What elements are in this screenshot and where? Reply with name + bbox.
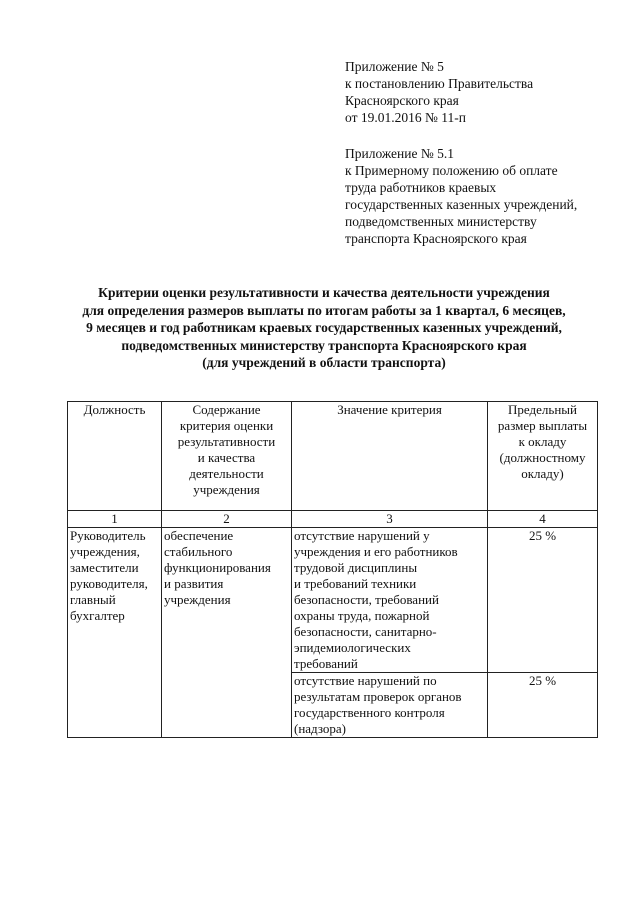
- cell-line: отсутствие нарушений по: [294, 673, 437, 688]
- cell-line: заместители: [70, 560, 139, 575]
- appendix-main-line: от 19.01.2016 № 11-п: [345, 110, 466, 125]
- cell-line: стабильного: [164, 544, 233, 559]
- cell-line: Руководитель: [70, 528, 146, 543]
- appendix-sub-line: подведомственных министерству: [345, 214, 537, 229]
- column-number: 1: [68, 511, 162, 528]
- title-line: 9 месяцев и год работникам краевых государственных казенных учреждений,: [86, 320, 562, 335]
- header-line: размер выплаты: [497, 418, 588, 433]
- cell-line: трудовой дисциплины: [294, 560, 418, 575]
- appendix-sub-reference: [345, 145, 577, 247]
- header-criterion-content: [162, 402, 292, 511]
- title-line: подведомственных министерству транспорта Красноярского края: [121, 337, 527, 353]
- header-line: (должностному: [499, 450, 586, 465]
- table-header-row: [68, 402, 598, 511]
- criteria-table: [67, 401, 598, 738]
- payment-limit-cell: 25 %: [488, 528, 598, 673]
- cell-line: и развития: [164, 576, 224, 591]
- appendix-main-line: Красноярского края: [345, 93, 459, 108]
- appendix-sub-line: транспорта Красноярского края: [345, 231, 527, 246]
- header-line: Содержание: [192, 402, 261, 417]
- cell-line: и требований техники: [294, 576, 417, 591]
- cell-line: требований: [294, 656, 358, 671]
- column-number-row: [68, 511, 598, 528]
- appendix-main-line: Приложение № 5: [345, 59, 444, 74]
- header-payment-limit: [488, 402, 598, 511]
- cell-line: учреждения и его работников: [294, 544, 458, 559]
- header-position: [68, 402, 162, 511]
- position-cell: [68, 528, 162, 738]
- appendix-main-reference: [345, 58, 533, 126]
- cell-line: эпидемиологических: [294, 640, 411, 655]
- cell-line: отсутствие нарушений у: [294, 528, 430, 543]
- appendix-sub-line: к Примерному положению об оплате: [345, 163, 558, 178]
- cell-line: функционирования: [164, 560, 271, 575]
- cell-line: главный: [70, 592, 116, 607]
- cell-line: (надзора): [294, 721, 346, 736]
- criterion-value-cell: [292, 673, 488, 738]
- header-line: критерия оценки: [179, 418, 274, 433]
- header-line: учреждения: [193, 482, 260, 497]
- criterion-cell: [162, 528, 292, 738]
- cell-line: безопасности, требований: [294, 592, 439, 607]
- payment-limit-cell: 25 %: [488, 673, 598, 738]
- cell-line: результатам проверок органов: [294, 689, 462, 704]
- cell-line: учреждения: [164, 592, 231, 607]
- cell-line: руководителя,: [70, 576, 148, 591]
- appendix-sub-line: Приложение № 5.1: [345, 146, 454, 161]
- table-row: [68, 528, 598, 673]
- cell-line: обеспечение: [164, 528, 234, 543]
- column-number: 3: [292, 511, 488, 528]
- title-line: для определения размеров выплаты по итогам работы за 1 квартал, 6 месяцев,: [82, 302, 566, 318]
- header-line: и качества: [197, 450, 256, 465]
- document-title: [30, 284, 618, 372]
- appendix-sub-line: государственных казенных учреждений,: [345, 197, 578, 212]
- title-line: Критерии оценки результативности и качества деятельности учреждения: [98, 285, 550, 300]
- title-line: (для учреждений в области транспорта): [202, 355, 446, 370]
- column-number: 4: [488, 511, 598, 528]
- cell-line: учреждения,: [70, 544, 140, 559]
- header-line: Должность: [83, 402, 146, 417]
- appendix-main-line: к постановлению Правительства: [345, 76, 534, 91]
- column-number: 2: [162, 511, 292, 528]
- appendix-sub-line: труда работников краевых: [345, 180, 497, 195]
- header-line: деятельности: [189, 466, 264, 481]
- cell-line: охраны труда, пожарной: [294, 608, 430, 623]
- cell-line: бухгалтер: [70, 608, 125, 623]
- header-line: результативности: [177, 434, 276, 449]
- header-line: Предельный: [508, 402, 577, 417]
- criterion-value-cell: [292, 528, 488, 673]
- header-line: окладу): [521, 466, 564, 481]
- header-line: к окладу: [518, 434, 567, 449]
- cell-line: безопасности, санитарно-: [294, 624, 437, 639]
- header-criterion-value: [292, 402, 488, 511]
- header-line: Значение критерия: [337, 402, 442, 417]
- cell-line: государственного контроля: [294, 705, 445, 720]
